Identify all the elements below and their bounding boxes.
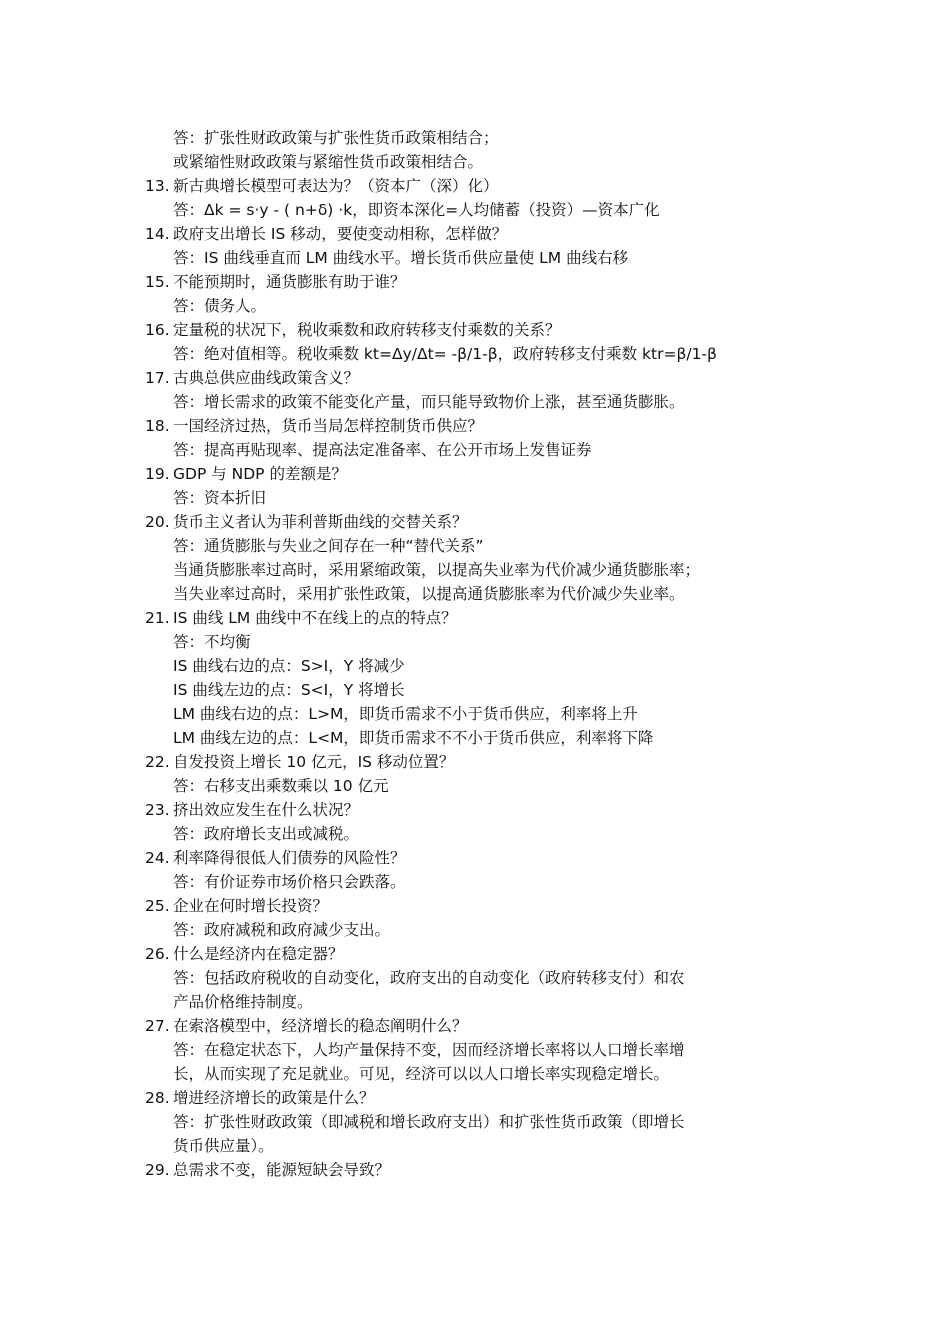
answer-line bbox=[145, 486, 820, 510]
question-line bbox=[145, 462, 820, 486]
question-number: 14. bbox=[145, 225, 170, 243]
question-line bbox=[145, 510, 820, 534]
question-text: 在索洛模型中，经济增长的稳态阐明什么？ bbox=[173, 1017, 468, 1035]
answer-line bbox=[145, 678, 820, 702]
answer-text: 答：扩张性财政政策与扩张性货币政策相结合； bbox=[173, 129, 499, 147]
answer-line bbox=[145, 246, 820, 270]
answer-line bbox=[145, 1062, 820, 1086]
answer-line bbox=[145, 726, 820, 750]
answer-text: 答：债务人。 bbox=[173, 297, 267, 315]
question-number: 26. bbox=[145, 945, 170, 963]
question-text: 货币主义者认为菲利普斯曲线的交替关系？ bbox=[173, 513, 468, 531]
answer-text: 答：增长需求的政策不能变化产量，而只能导致物价上涨，甚至通货膨胀。 bbox=[173, 393, 685, 411]
answer-text: IS 曲线右边的点：S>I，Y 将减少 bbox=[173, 657, 405, 675]
question-line bbox=[145, 750, 820, 774]
question-number: 19. bbox=[145, 465, 170, 483]
answer-line bbox=[145, 126, 820, 150]
answer-text: 答：提高再贴现率、提高法定准备率、在公开市场上发售证券 bbox=[173, 441, 592, 459]
question-line bbox=[145, 270, 820, 294]
question-number: 28. bbox=[145, 1089, 170, 1107]
question-line bbox=[145, 1014, 820, 1038]
answer-text: LM 曲线左边的点：L<M，即货币需求不不小于货币供应，利率将下降 bbox=[173, 729, 654, 747]
answer-text: 答：通货膨胀与失业之间存在一种“替代关系” bbox=[173, 537, 484, 555]
answer-text: IS 曲线左边的点：S<I，Y 将增长 bbox=[173, 681, 405, 699]
answer-line bbox=[145, 966, 820, 990]
question-line bbox=[145, 174, 820, 198]
question-number: 23. bbox=[145, 801, 170, 819]
answer-line bbox=[145, 534, 820, 558]
question-number: 29. bbox=[145, 1161, 170, 1179]
answer-text: 答：政府增长支出或减税。 bbox=[173, 825, 360, 843]
question-text: 定量税的状况下，税收乘数和政府转移支付乘数的关系？ bbox=[173, 321, 561, 339]
answer-text: 答：扩张性财政政策（即减税和增长政府支出）和扩张性货币政策（即增长 bbox=[173, 1113, 685, 1131]
question-line bbox=[145, 846, 820, 870]
answer-line bbox=[145, 150, 820, 174]
answer-text: 产品价格维持制度。 bbox=[173, 993, 313, 1011]
question-number: 16. bbox=[145, 321, 170, 339]
question-line bbox=[145, 414, 820, 438]
question-text: 自发投资上增长 10 亿元，IS 移动位置？ bbox=[173, 753, 455, 771]
question-text: 总需求不变，能源短缺会导致？ bbox=[173, 1161, 391, 1179]
question-text: 增进经济增长的政策是什么？ bbox=[173, 1089, 375, 1107]
answer-line bbox=[145, 558, 820, 582]
answer-text: 答：绝对值相等。税收乘数 kt=Δy/Δt= -β/1-β，政府转移支付乘数 ktr=β/1-β bbox=[173, 345, 717, 363]
answer-text: 答：IS 曲线垂直而 LM 曲线水平。增长货币供应量使 LM 曲线右移 bbox=[173, 249, 629, 267]
answer-text: 答：包括政府税收的自动变化，政府支出的自动变化（政府转移支付）和农 bbox=[173, 969, 685, 987]
question-text: 古典总供应曲线政策含义？ bbox=[173, 369, 360, 387]
answer-text: 答：不均衡 bbox=[173, 633, 251, 651]
question-line bbox=[145, 318, 820, 342]
question-line bbox=[145, 222, 820, 246]
answer-line bbox=[145, 294, 820, 318]
question-line bbox=[145, 1158, 820, 1182]
answer-line bbox=[145, 1038, 820, 1062]
answer-text: LM 曲线右边的点：L>M，即货币需求不小于货币供应，利率将上升 bbox=[173, 705, 638, 723]
question-text: 企业在何时增长投资？ bbox=[173, 897, 329, 915]
answer-line bbox=[145, 342, 820, 366]
question-number: 20. bbox=[145, 513, 170, 531]
question-text: 新古典增长模型可表达为？（资本广（深）化） bbox=[173, 177, 499, 195]
question-text: 政府支出增长 IS 移动，要使变动相称，怎样做？ bbox=[173, 225, 508, 243]
answer-text: 答：右移支出乘数乘以 10 亿元 bbox=[173, 777, 389, 795]
answer-text: 长，从而实现了充足就业。可见，经济可以以人口增长率实现稳定增长。 bbox=[173, 1065, 670, 1083]
answer-text: 答：Δk = s·y - ( n+δ) ·k，即资本深化=人均储蓄（投资）—资本广化 bbox=[173, 201, 660, 219]
answer-line bbox=[145, 1134, 820, 1158]
question-line bbox=[145, 1086, 820, 1110]
answer-line bbox=[145, 654, 820, 678]
answer-text: 答：政府减税和政府减少支出。 bbox=[173, 921, 391, 939]
answer-line bbox=[145, 990, 820, 1014]
question-text: 一国经济过热，货币当局怎样控制货币供应？ bbox=[173, 417, 484, 435]
answer-line bbox=[145, 438, 820, 462]
question-line bbox=[145, 366, 820, 390]
answer-text: 当通货膨胀率过高时，采用紧缩政策，以提高失业率为代价减少通货膨胀率； bbox=[173, 561, 701, 579]
answer-line bbox=[145, 774, 820, 798]
answer-text: 答：资本折旧 bbox=[173, 489, 267, 507]
answer-line bbox=[145, 702, 820, 726]
answer-line bbox=[145, 1110, 820, 1134]
question-number: 18. bbox=[145, 417, 170, 435]
question-number: 21. bbox=[145, 609, 170, 627]
question-number: 24. bbox=[145, 849, 170, 867]
question-text: 什么是经济内在稳定器？ bbox=[173, 945, 344, 963]
answer-line bbox=[145, 918, 820, 942]
question-number: 13. bbox=[145, 177, 170, 195]
question-number: 17. bbox=[145, 369, 170, 387]
question-text: 利率降得很低人们债券的风险性？ bbox=[173, 849, 406, 867]
question-text: GDP 与 NDP 的差额是？ bbox=[173, 465, 347, 483]
question-number: 27. bbox=[145, 1017, 170, 1035]
answer-line bbox=[145, 870, 820, 894]
answer-line bbox=[145, 822, 820, 846]
answer-line bbox=[145, 390, 820, 414]
answer-line bbox=[145, 198, 820, 222]
answer-line bbox=[145, 582, 820, 606]
question-number: 25. bbox=[145, 897, 170, 915]
answer-text: 当失业率过高时，采用扩张性政策，以提高通货膨胀率为代价减少失业率。 bbox=[173, 585, 685, 603]
question-text: 挤出效应发生在什么状况？ bbox=[173, 801, 360, 819]
question-number: 22. bbox=[145, 753, 170, 771]
qa-list bbox=[145, 126, 820, 1182]
question-line bbox=[145, 798, 820, 822]
answer-line bbox=[145, 630, 820, 654]
question-text: 不能预期时，通货膨胀有助于谁？ bbox=[173, 273, 406, 291]
answer-text: 答：在稳定状态下，人均产量保持不变，因而经济增长率将以人口增长率增 bbox=[173, 1041, 685, 1059]
answer-text: 货币供应量）。 bbox=[173, 1137, 274, 1155]
question-line bbox=[145, 894, 820, 918]
question-number: 15. bbox=[145, 273, 170, 291]
question-line bbox=[145, 606, 820, 630]
answer-text: 答：有价证券市场价格只会跌落。 bbox=[173, 873, 406, 891]
question-text: IS 曲线 LM 曲线中不在线上的点的特点？ bbox=[173, 609, 457, 627]
question-line bbox=[145, 942, 820, 966]
answer-text: 或紧缩性财政政策与紧缩性货币政策相结合。 bbox=[173, 153, 484, 171]
